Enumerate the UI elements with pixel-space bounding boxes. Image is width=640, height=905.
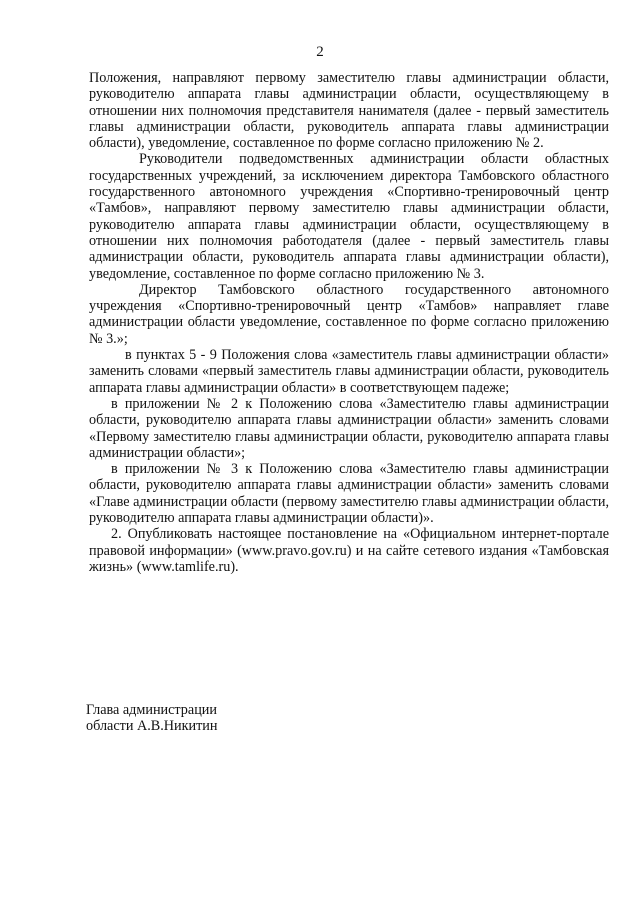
paragraph-director: Директор Тамбовского областного государственного автономного учреждения «Спортивно-тренировочный центр «Тамбов» направляет главе администрации области уведомление, составленное по форме согласно приложению № 3.»; [89, 281, 609, 347]
signature-title: Глава администрации [86, 702, 217, 718]
signature-name: области А.В.Никитин [86, 718, 218, 734]
document-body [89, 70, 609, 575]
paragraph-subordinate-heads: Руководители подведомственных администрации области областных государственных учреждений, за исключением директора Тамбовского областного государственного автономного учреждения «Спортивно-тренировочный центр «Тамбов», направляют первому заместителю главы администрации области, руководителю аппарата главы администрации области, осуществляющему в отношении них полномочия работодателя (далее - первый заместитель главы администрации области, руководитель аппарата главы администрации области), уведомление, составленное по форме согласно приложению № 3. [89, 151, 609, 282]
paragraph-publish: 2. Опубликовать настоящее постановление на «Официальном интернет-портале правовой информации» (www.pravo.gov.ru) и на сайте сетевого издания «Тамбовская жизнь» (www.tamlife.ru). [89, 526, 609, 575]
paragraph-appendix-2: в приложении № 2 к Положению слова «Заместителю главы администрации области, руководителю аппарата главы администрации области» заменить словами «Первому заместителю главы администрации области, руководителю аппарата главы администрации области»; [89, 395, 609, 461]
page-number: 2 [316, 44, 324, 60]
paragraph-continuation: Положения, направляют первому заместителю главы администрации области, руководителю аппарата главы администрации области, осуществляющему в отношении них полномочия представителя нанимателя (далее - первый заместитель главы администрации области, руководитель аппарата главы администрации области), уведомление, составленное по форме согласно приложению № 2. [89, 70, 609, 152]
signature-block [86, 702, 217, 734]
paragraph-appendix-3: в приложении № 3 к Положению слова «Заместителю главы администрации области, руководителю аппарата главы администрации области» заменить словами «Главе администрации области (первому заместителю главы администрации области, руководителю аппарата главы администрации области)». [89, 461, 609, 527]
paragraph-items-5-9: в пунктах 5 - 9 Положения слова «заместитель главы администрации области» заменить словами «первый заместитель главы администрации области, руководитель аппарата главы администрации области» в соответствующем падеже; [89, 347, 609, 396]
